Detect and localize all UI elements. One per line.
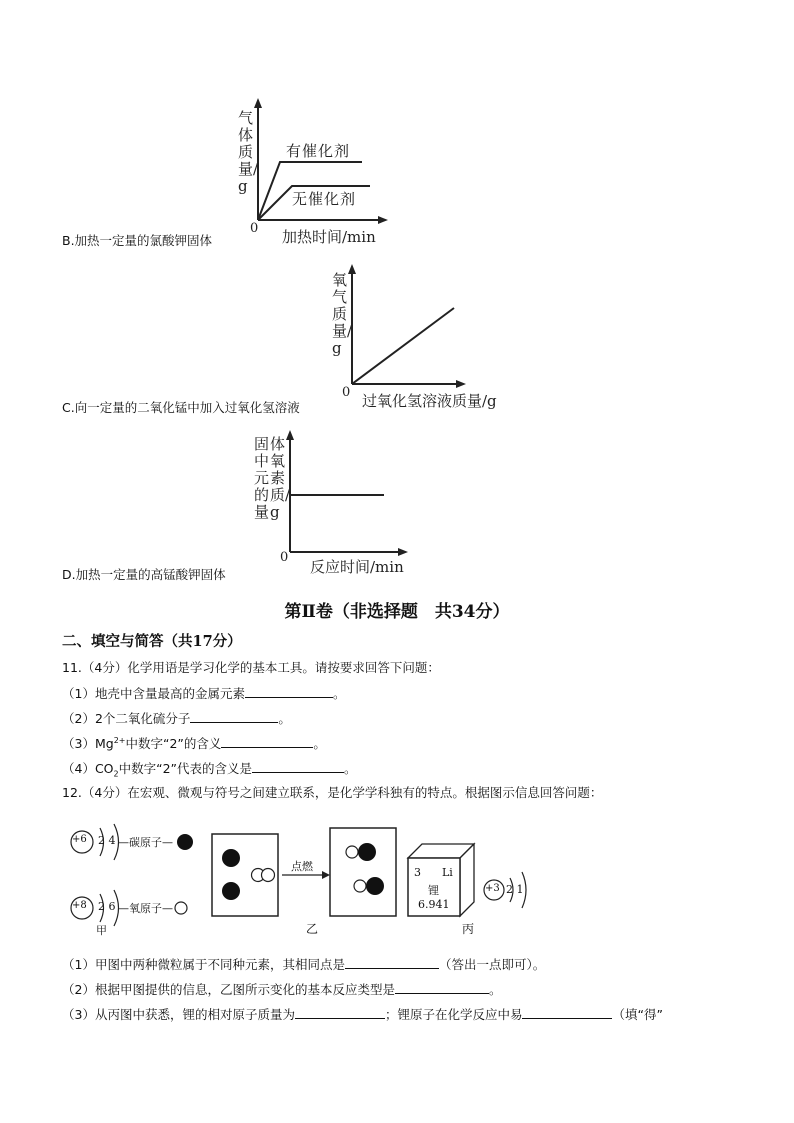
q11-sub2-text: （2）2个二氧化硫分子 [62,711,191,726]
carbon-atom-symbol [177,834,193,850]
graph-d-y-label-col2: 体氧素质/g [270,435,291,521]
oxygen-atom-symbol [175,902,187,914]
label-jia: 甲 [96,924,107,937]
q11-sub3 [62,734,326,752]
graph-b [236,98,396,248]
q12-sub3-mid: ；锂原子在化学反应中易 [384,1007,523,1022]
option-d: D.加热一定量的高锰酸钾固体 [62,567,226,582]
graph-c-line [352,308,454,384]
graph-c-x-label: 过氧化氢溶液质量/g [362,392,497,410]
graph-d-x-label: 反应时间/min [310,558,404,576]
q12-blank1[interactable] [345,956,439,969]
li-nucleus: +3 [485,883,500,894]
q11-sub2 [62,709,291,727]
carbon-shells: 2 4 [98,834,116,847]
graph-d-origin: 0 [280,550,289,565]
q11-sub4-end: 。 [344,761,357,776]
product-box [330,828,396,916]
q11-blank3[interactable] [221,735,313,748]
arrow-label: 点燃 [291,860,313,873]
carbon-nucleus: +6 [72,834,87,845]
q12-sub2-tail: 。 [488,982,502,997]
li-name: 锂 [428,884,439,897]
section-title: 第Ⅱ卷（非选择题 共34分） [284,602,510,622]
q11-sub3-pre: （3）Mg [62,736,114,751]
q12-sub2 [62,980,501,998]
li-shells: 2 1 [506,883,524,896]
graph-b-x-label: 加热时间/min [282,228,376,246]
q11-sub4-sub: 2 [113,769,119,779]
graph-c-origin: 0 [342,385,351,400]
graph-d [252,428,422,578]
q12-sub3-tail: （填“得” [612,1007,663,1022]
q11-sub1-end: 。 [332,686,346,701]
q12-blank4[interactable] [522,1006,612,1019]
part-title: 二、填空与简答（共17分） [62,633,242,650]
graph-b-line2-label: 无催化剂 [292,190,357,208]
q11-blank2[interactable] [190,710,278,723]
li-symbol: Li [442,866,453,879]
q12-figure [62,814,542,936]
oxygen-nucleus: +8 [72,900,87,911]
li-mass: 6.941 [418,898,450,911]
q11-sub3-end: 。 [313,736,326,751]
q11-sub4 [62,759,357,779]
option-b: B.加热一定量的氯酸钾固体 [62,233,213,248]
q12-figure-drawing [62,814,542,936]
carbon-label: —碳原子— [118,836,173,849]
q11-sub1 [62,684,345,702]
li-number: 3 [414,866,421,879]
q11-sub3-post: 中数字“2”的含义 [125,736,222,751]
graph-b-line1-label: 有催化剂 [286,142,351,160]
option-c: C.向一定量的二氧化锰中加入过氧化氢溶液 [62,400,300,415]
q11-blank4[interactable] [252,760,344,773]
graph-b-y-label: 气体质量/g [238,109,259,195]
q12-sub1-text: （1）甲图中两种微粒属于不同种元素，其相同点是 [62,957,345,972]
graph-c-y-label: 氧气质量/g [332,271,353,357]
label-yi: 乙 [306,922,319,936]
q11-sub3-sup: 2+ [113,735,126,745]
q11-sub4-post: 中数字“2”代表的含义是 [118,761,253,776]
q12-sub1-tail: （答出一点即可）。 [438,957,546,972]
q12-blank3[interactable] [295,1006,385,1019]
graph-b-origin: 0 [250,221,259,236]
q12-sub3 [62,1005,663,1023]
graph-c [330,262,530,412]
q12-sub2-text: （2）根据甲图提供的信息，乙图所示变化的基本反应类型是 [62,982,395,997]
q12-stem: 12.（4分）在宏观、微观与符号之间建立联系，是化学学科独有的特点。根据图示信息回答问题： [62,785,603,800]
q12-blank2[interactable] [395,981,489,994]
q11-sub1-text: （1）地壳中含量最高的金属元素 [62,686,245,701]
q11-blank1[interactable] [245,685,333,698]
graph-d-y-label-col1: 固中元的量 [254,435,270,521]
q12-sub3-text: （3）从丙图中获悉，锂的相对原子质量为 [62,1007,295,1022]
oxygen-shells: 2 6 [98,900,116,913]
q11-sub4-pre: （4）CO [62,761,114,776]
q11-stem: 11.（4分）化学用语是学习化学的基本工具。请按要求回答下问题： [62,660,440,675]
q12-sub1 [62,955,545,973]
label-bing: 丙 [462,922,475,936]
oxygen-label: —氧原子— [118,902,173,915]
q11-sub2-end: 。 [278,711,291,726]
